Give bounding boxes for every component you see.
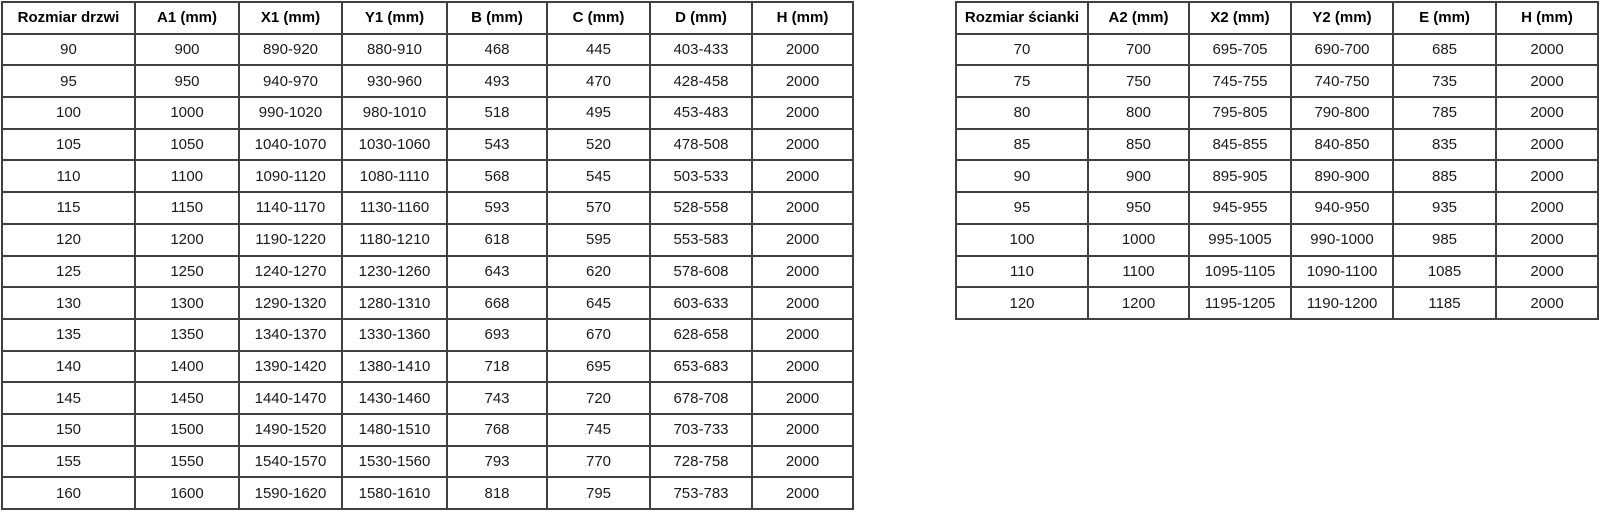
table-cell: 403-433 bbox=[650, 34, 752, 66]
table-cell: 1200 bbox=[1088, 287, 1189, 319]
table-cell: 2000 bbox=[752, 287, 853, 319]
table-cell: 718 bbox=[447, 351, 547, 383]
table-cell: 940-970 bbox=[239, 65, 342, 97]
table-cell: 140 bbox=[2, 351, 135, 383]
table-row bbox=[2, 319, 853, 351]
table-cell: 1200 bbox=[135, 224, 239, 256]
table-cell: 770 bbox=[547, 446, 650, 478]
column-header: E (mm) bbox=[1393, 2, 1496, 34]
table-cell: 115 bbox=[2, 192, 135, 224]
table-cell: 2000 bbox=[752, 97, 853, 129]
table-cell: 1590-1620 bbox=[239, 477, 342, 509]
table-cell: 618 bbox=[447, 224, 547, 256]
table-cell: 1350 bbox=[135, 319, 239, 351]
table-cell: 950 bbox=[1088, 192, 1189, 224]
table-cell: 1230-1260 bbox=[342, 256, 447, 288]
table-row bbox=[956, 65, 1598, 97]
table-cell: 850 bbox=[1088, 129, 1189, 161]
table-cell: 160 bbox=[2, 477, 135, 509]
table-cell: 735 bbox=[1393, 65, 1496, 97]
table-cell: 2000 bbox=[1496, 192, 1598, 224]
table-cell: 990-1020 bbox=[239, 97, 342, 129]
table-cell: 155 bbox=[2, 446, 135, 478]
table-cell: 645 bbox=[547, 287, 650, 319]
table-cell: 453-483 bbox=[650, 97, 752, 129]
table-cell: 110 bbox=[2, 160, 135, 192]
table-cell: 643 bbox=[447, 256, 547, 288]
table-cell: 1130-1160 bbox=[342, 192, 447, 224]
table-cell: 840-850 bbox=[1291, 129, 1393, 161]
table-row bbox=[2, 224, 853, 256]
table-cell: 1100 bbox=[1088, 256, 1189, 288]
table-row bbox=[956, 160, 1598, 192]
table-cell: 1090-1100 bbox=[1291, 256, 1393, 288]
table-cell: 1340-1370 bbox=[239, 319, 342, 351]
table-cell: 2000 bbox=[752, 351, 853, 383]
table-cell: 570 bbox=[547, 192, 650, 224]
table-cell: 1195-1205 bbox=[1189, 287, 1291, 319]
column-header: H (mm) bbox=[1496, 2, 1598, 34]
door-size-table bbox=[1, 1, 854, 510]
table-cell: 85 bbox=[956, 129, 1088, 161]
table-cell: 105 bbox=[2, 129, 135, 161]
table-cell: 995-1005 bbox=[1189, 224, 1291, 256]
table-cell: 145 bbox=[2, 382, 135, 414]
table-cell: 553-583 bbox=[650, 224, 752, 256]
table-cell: 95 bbox=[956, 192, 1088, 224]
header-row bbox=[2, 2, 853, 34]
table-cell: 2000 bbox=[752, 382, 853, 414]
table-row bbox=[956, 129, 1598, 161]
table-row bbox=[2, 256, 853, 288]
table-cell: 1085 bbox=[1393, 256, 1496, 288]
table-cell: 2000 bbox=[752, 319, 853, 351]
table-cell: 593 bbox=[447, 192, 547, 224]
table-cell: 1440-1470 bbox=[239, 382, 342, 414]
table-cell: 120 bbox=[2, 224, 135, 256]
table-cell: 800 bbox=[1088, 97, 1189, 129]
table-cell: 2000 bbox=[752, 446, 853, 478]
table-cell: 740-750 bbox=[1291, 65, 1393, 97]
table-cell: 900 bbox=[1088, 160, 1189, 192]
column-header: D (mm) bbox=[650, 2, 752, 34]
table-cell: 818 bbox=[447, 477, 547, 509]
table-cell: 980-1010 bbox=[342, 97, 447, 129]
table-cell: 2000 bbox=[1496, 287, 1598, 319]
table-cell: 1150 bbox=[135, 192, 239, 224]
table-cell: 2000 bbox=[1496, 34, 1598, 66]
table-cell: 1540-1570 bbox=[239, 446, 342, 478]
table-row bbox=[2, 414, 853, 446]
table-cell: 1600 bbox=[135, 477, 239, 509]
table-cell: 90 bbox=[2, 34, 135, 66]
column-header: H (mm) bbox=[752, 2, 853, 34]
table-cell: 950 bbox=[135, 65, 239, 97]
table-cell: 1480-1510 bbox=[342, 414, 447, 446]
table-cell: 2000 bbox=[752, 477, 853, 509]
table-cell: 628-658 bbox=[650, 319, 752, 351]
table-cell: 595 bbox=[547, 224, 650, 256]
table-cell: 70 bbox=[956, 34, 1088, 66]
table-cell: 1530-1560 bbox=[342, 446, 447, 478]
table-cell: 1190-1220 bbox=[239, 224, 342, 256]
table-cell: 1080-1110 bbox=[342, 160, 447, 192]
table-cell: 468 bbox=[447, 34, 547, 66]
table-row bbox=[2, 160, 853, 192]
table-cell: 568 bbox=[447, 160, 547, 192]
table-cell: 478-508 bbox=[650, 129, 752, 161]
table-cell: 528-558 bbox=[650, 192, 752, 224]
table-cell: 703-733 bbox=[650, 414, 752, 446]
table-row bbox=[2, 446, 853, 478]
table-cell: 768 bbox=[447, 414, 547, 446]
table-cell: 2000 bbox=[752, 192, 853, 224]
table-cell: 1400 bbox=[135, 351, 239, 383]
table-cell: 1140-1170 bbox=[239, 192, 342, 224]
table-cell: 518 bbox=[447, 97, 547, 129]
table-cell: 890-920 bbox=[239, 34, 342, 66]
table-row bbox=[2, 65, 853, 97]
table-cell: 2000 bbox=[1496, 65, 1598, 97]
table-cell: 2000 bbox=[752, 34, 853, 66]
table-cell: 428-458 bbox=[650, 65, 752, 97]
table-cell: 653-683 bbox=[650, 351, 752, 383]
column-header: Rozmiar drzwi bbox=[2, 2, 135, 34]
table-cell: 1000 bbox=[135, 97, 239, 129]
table-cell: 1190-1200 bbox=[1291, 287, 1393, 319]
table-row bbox=[2, 351, 853, 383]
table-cell: 603-633 bbox=[650, 287, 752, 319]
table-row bbox=[2, 477, 853, 509]
table-cell: 728-758 bbox=[650, 446, 752, 478]
table-cell: 935 bbox=[1393, 192, 1496, 224]
table-cell: 100 bbox=[2, 97, 135, 129]
table-cell: 2000 bbox=[752, 129, 853, 161]
table-cell: 1380-1410 bbox=[342, 351, 447, 383]
table-cell: 503-533 bbox=[650, 160, 752, 192]
table-cell: 2000 bbox=[1496, 224, 1598, 256]
table-cell: 135 bbox=[2, 319, 135, 351]
table-cell: 470 bbox=[547, 65, 650, 97]
table-cell: 785 bbox=[1393, 97, 1496, 129]
table-cell: 1300 bbox=[135, 287, 239, 319]
table-cell: 668 bbox=[447, 287, 547, 319]
table-cell: 793 bbox=[447, 446, 547, 478]
table-cell: 493 bbox=[447, 65, 547, 97]
table-cell: 2000 bbox=[1496, 97, 1598, 129]
column-header: Y2 (mm) bbox=[1291, 2, 1393, 34]
table-cell: 678-708 bbox=[650, 382, 752, 414]
table-row bbox=[956, 192, 1598, 224]
table-cell: 445 bbox=[547, 34, 650, 66]
column-header: Rozmiar ścianki bbox=[956, 2, 1088, 34]
table-cell: 1050 bbox=[135, 129, 239, 161]
table-cell: 578-608 bbox=[650, 256, 752, 288]
table-cell: 790-800 bbox=[1291, 97, 1393, 129]
table-cell: 125 bbox=[2, 256, 135, 288]
table-cell: 1180-1210 bbox=[342, 224, 447, 256]
table-cell: 110 bbox=[956, 256, 1088, 288]
table-cell: 2000 bbox=[1496, 256, 1598, 288]
table-cell: 2000 bbox=[1496, 160, 1598, 192]
table-cell: 753-783 bbox=[650, 477, 752, 509]
table-cell: 90 bbox=[956, 160, 1088, 192]
table-cell: 835 bbox=[1393, 129, 1496, 161]
table-cell: 695-705 bbox=[1189, 34, 1291, 66]
table-cell: 1030-1060 bbox=[342, 129, 447, 161]
table-row bbox=[2, 287, 853, 319]
table-row bbox=[2, 97, 853, 129]
table-cell: 543 bbox=[447, 129, 547, 161]
table-cell: 743 bbox=[447, 382, 547, 414]
table-cell: 1290-1320 bbox=[239, 287, 342, 319]
table-cell: 985 bbox=[1393, 224, 1496, 256]
table-cell: 1185 bbox=[1393, 287, 1496, 319]
table-cell: 150 bbox=[2, 414, 135, 446]
table-cell: 495 bbox=[547, 97, 650, 129]
table-cell: 1390-1420 bbox=[239, 351, 342, 383]
table-row bbox=[2, 192, 853, 224]
table-cell: 1095-1105 bbox=[1189, 256, 1291, 288]
table-cell: 940-950 bbox=[1291, 192, 1393, 224]
table-cell: 1550 bbox=[135, 446, 239, 478]
table-cell: 750 bbox=[1088, 65, 1189, 97]
table-cell: 1000 bbox=[1088, 224, 1189, 256]
table-cell: 2000 bbox=[752, 414, 853, 446]
table-cell: 130 bbox=[2, 287, 135, 319]
table-cell: 95 bbox=[2, 65, 135, 97]
table-cell: 885 bbox=[1393, 160, 1496, 192]
table-cell: 1490-1520 bbox=[239, 414, 342, 446]
table-cell: 745-755 bbox=[1189, 65, 1291, 97]
table-row bbox=[956, 287, 1598, 319]
table-row bbox=[2, 34, 853, 66]
column-header: C (mm) bbox=[547, 2, 650, 34]
table-cell: 1100 bbox=[135, 160, 239, 192]
column-header: B (mm) bbox=[447, 2, 547, 34]
table-cell: 100 bbox=[956, 224, 1088, 256]
table-cell: 1250 bbox=[135, 256, 239, 288]
table-row bbox=[956, 34, 1598, 66]
table-cell: 693 bbox=[447, 319, 547, 351]
header-row bbox=[956, 2, 1598, 34]
column-header: X1 (mm) bbox=[239, 2, 342, 34]
table-cell: 2000 bbox=[1496, 129, 1598, 161]
table-cell: 690-700 bbox=[1291, 34, 1393, 66]
table-cell: 75 bbox=[956, 65, 1088, 97]
table-cell: 2000 bbox=[752, 65, 853, 97]
table-cell: 80 bbox=[956, 97, 1088, 129]
column-header: X2 (mm) bbox=[1189, 2, 1291, 34]
table-cell: 845-855 bbox=[1189, 129, 1291, 161]
table-cell: 700 bbox=[1088, 34, 1189, 66]
table-cell: 1450 bbox=[135, 382, 239, 414]
table-cell: 1330-1360 bbox=[342, 319, 447, 351]
table-cell: 720 bbox=[547, 382, 650, 414]
table-cell: 695 bbox=[547, 351, 650, 383]
table-row bbox=[956, 224, 1598, 256]
table-cell: 990-1000 bbox=[1291, 224, 1393, 256]
column-header: Y1 (mm) bbox=[342, 2, 447, 34]
table-cell: 880-910 bbox=[342, 34, 447, 66]
table-cell: 795-805 bbox=[1189, 97, 1291, 129]
table-cell: 895-905 bbox=[1189, 160, 1291, 192]
table-cell: 620 bbox=[547, 256, 650, 288]
table-cell: 900 bbox=[135, 34, 239, 66]
table-row bbox=[956, 97, 1598, 129]
column-header: A2 (mm) bbox=[1088, 2, 1189, 34]
table-cell: 1090-1120 bbox=[239, 160, 342, 192]
table-cell: 1280-1310 bbox=[342, 287, 447, 319]
table-cell: 2000 bbox=[752, 160, 853, 192]
table-cell: 945-955 bbox=[1189, 192, 1291, 224]
table-row bbox=[956, 256, 1598, 288]
table-cell: 685 bbox=[1393, 34, 1496, 66]
table-cell: 745 bbox=[547, 414, 650, 446]
table-cell: 1500 bbox=[135, 414, 239, 446]
table-cell: 1430-1460 bbox=[342, 382, 447, 414]
column-header: A1 (mm) bbox=[135, 2, 239, 34]
table-row bbox=[2, 129, 853, 161]
table-cell: 2000 bbox=[752, 224, 853, 256]
table-row bbox=[2, 382, 853, 414]
table-cell: 1580-1610 bbox=[342, 477, 447, 509]
table-cell: 930-960 bbox=[342, 65, 447, 97]
wall-size-table bbox=[955, 1, 1599, 320]
table-cell: 520 bbox=[547, 129, 650, 161]
table-cell: 1040-1070 bbox=[239, 129, 342, 161]
table-cell: 670 bbox=[547, 319, 650, 351]
table-cell: 1240-1270 bbox=[239, 256, 342, 288]
table-cell: 795 bbox=[547, 477, 650, 509]
table-cell: 890-900 bbox=[1291, 160, 1393, 192]
table-cell: 120 bbox=[956, 287, 1088, 319]
table-cell: 2000 bbox=[752, 256, 853, 288]
table-cell: 545 bbox=[547, 160, 650, 192]
